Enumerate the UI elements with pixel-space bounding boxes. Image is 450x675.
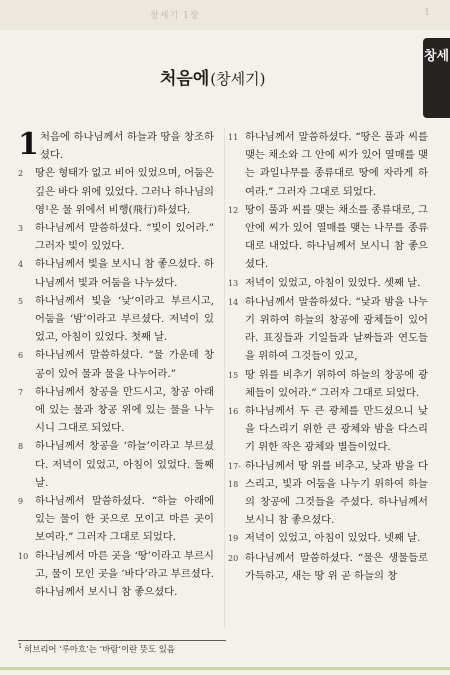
verse-text: 저녁이 있었고, 아침이 있었다. 셋째 날. [245, 276, 421, 289]
book-tab-label: 창세 [423, 49, 450, 64]
verse-text: 땅 위를 비추기 위하여 하늘의 창공에 광체들이 있어라.” 그러자 그대로 되었다. [245, 368, 428, 399]
verse [18, 128, 214, 164]
verse [18, 292, 214, 347]
chapter-number: 1 [18, 127, 39, 162]
verse-number: 9 [18, 497, 24, 507]
verse-number: 7 [18, 387, 24, 397]
verse [228, 457, 428, 530]
verse-text: 하나님께서 창공을 ‘하늘’이라고 부르셨다. 저녁이 있었고, 아침이 있었다. 둘째 날. [35, 440, 214, 489]
verse-text: 하나님께서 말씀하셨다. “낮과 밤을 나누기 위하여 하늘의 창공에 광체들이 있어라. 표징들과 기일들과 날짜들과 연도들을 위하여 그것들이 있고, [245, 295, 428, 363]
verse [228, 529, 428, 548]
verse-number: 5 [18, 296, 24, 306]
footnote-rule [18, 640, 226, 641]
title-book: (창세기) [210, 70, 266, 88]
verse [18, 164, 214, 219]
verse-text: 땅은 형태가 없고 비어 있었으며, 어둠은 깊은 바다 위에 있었다. 그러나 하나님의 영¹은 물 위에서 비행(飛行)하셨다. [35, 167, 214, 216]
verse-text: 하나님께서 말씀하셨다. “땅은 풀과 씨를 맺는 채소와 그 안에 씨가 있어 열매를 맺는 과일나무를 종류대로 땅에 자라게 하여라.” 그러자 그대로 되었다. [245, 131, 428, 198]
verse-text: 하나님께서 마른 곳을 ‘땅’이라고 부르시고, 물이 모인 곳을 ‘바다’라고 부르셨다. 하나님께서 보시니 참 좋으셨다. [35, 549, 214, 599]
verse-number: 10 [18, 551, 29, 561]
verse-number: 3 [18, 224, 24, 234]
verse-number: 11 [228, 133, 239, 142]
book-tab[interactable] [423, 38, 450, 118]
verse-text: 하나님께서 말씀하셨다. “물 가운데 창공이 있어 물과 물을 나누어라.” [35, 349, 214, 380]
running-title: 창세기 1장 [150, 11, 200, 21]
verse [18, 437, 214, 492]
verse [228, 402, 428, 457]
verse-number: 2 [18, 169, 24, 179]
verse-text: 처음에 하나님께서 하늘과 땅을 창조하셨다. [40, 131, 214, 162]
title-main: 처음에 [160, 69, 210, 89]
footnote-marker: 1 [18, 642, 23, 650]
bottom-edge-line [0, 667, 450, 670]
verse [18, 492, 214, 547]
verse-number: 4 [18, 260, 24, 270]
verse-text: 하나님께서 빛을 ‘낮’이라고 부르시고, 어둠을 ‘밤’이라고 부르셨다. 저녁이 있었고, 아침이 있었다. 첫째 날. [35, 294, 214, 344]
page-number: 1 [424, 8, 430, 18]
verse [228, 274, 428, 293]
verse [228, 293, 428, 366]
verse [228, 366, 428, 402]
verse-text: 하나님께서 빛을 보시니 참 좋으셨다. 하나님께서 빛과 어둠을 나누셨다. [35, 258, 214, 289]
verse [228, 128, 428, 201]
verse [18, 547, 214, 602]
verse [228, 201, 428, 274]
verse-number: 20 [228, 553, 239, 563]
verse-text: 하나님께서 땅 위를 비추고, 낮과 밤을 다스리고, 빛과 어둠을 나누기 위하여 하늘의 창공에 그것들을 주셨다. 하나님께서 보시니 참 좋으셨다. [245, 459, 428, 527]
footnote-text: 히브리어 ‘루아흐’는 ‘바람’이란 뜻도 있음 [24, 643, 175, 654]
column-divider [224, 128, 225, 628]
verse-number: 14 [228, 297, 239, 307]
verse-text: 하나님께서 말씀하셨다. “하늘 아래에 있는 물이 한 곳으로 모이고 마른 곳이 보여라.” 그러자 그대로 되었다. [35, 495, 214, 544]
verse-number: 6 [18, 351, 24, 361]
page-title [160, 64, 265, 89]
verse [18, 219, 214, 255]
verse-number: 15 [228, 370, 239, 380]
verse-number: 13 [228, 278, 239, 288]
verse-text: 땅이 풀과 씨를 맺는 채소를 종류대로, 그 안에 씨가 있어 열매를 맺는 나무를 종류대로 내었다. 하나님께서 보시니 참 좋으셨다. [245, 203, 428, 271]
verse-text: 하나님께서 두 큰 광체를 만드셨으니 낮을 다스리기 위한 큰 광체와 밤을 다스리기 위한 작은 광체와 별들이었다. [245, 405, 428, 454]
verse [18, 346, 214, 382]
verse [18, 383, 214, 438]
verse-number: 19 [228, 534, 239, 544]
verse-text: 하나님께서 말씀하셨다. “물은 생물들로 가득하고, 새는 땅 위 곧 하늘의 창 [245, 551, 428, 582]
verse-text: 하나님께서 말씀하셨다. “빛이 있어라.” 그러자 빛이 있었다. [35, 222, 214, 253]
right-column [228, 128, 428, 585]
left-column [18, 128, 214, 601]
verse-number: 17-18 [228, 461, 241, 489]
verse [228, 549, 428, 585]
page-header [0, 0, 450, 30]
verse-number: 16 [228, 407, 239, 417]
verse-number: 8 [18, 442, 24, 452]
verse-number: 12 [228, 205, 239, 215]
footnote [18, 642, 175, 655]
verse-text: 하나님께서 창공을 만드시고, 창공 아래에 있는 물과 창공 위에 있는 물을 나누시니 그대로 되었다. [35, 385, 214, 435]
verse-text: 저녁이 있었고, 아침이 있었다. 넷째 날. [245, 532, 421, 545]
verse [18, 255, 214, 291]
